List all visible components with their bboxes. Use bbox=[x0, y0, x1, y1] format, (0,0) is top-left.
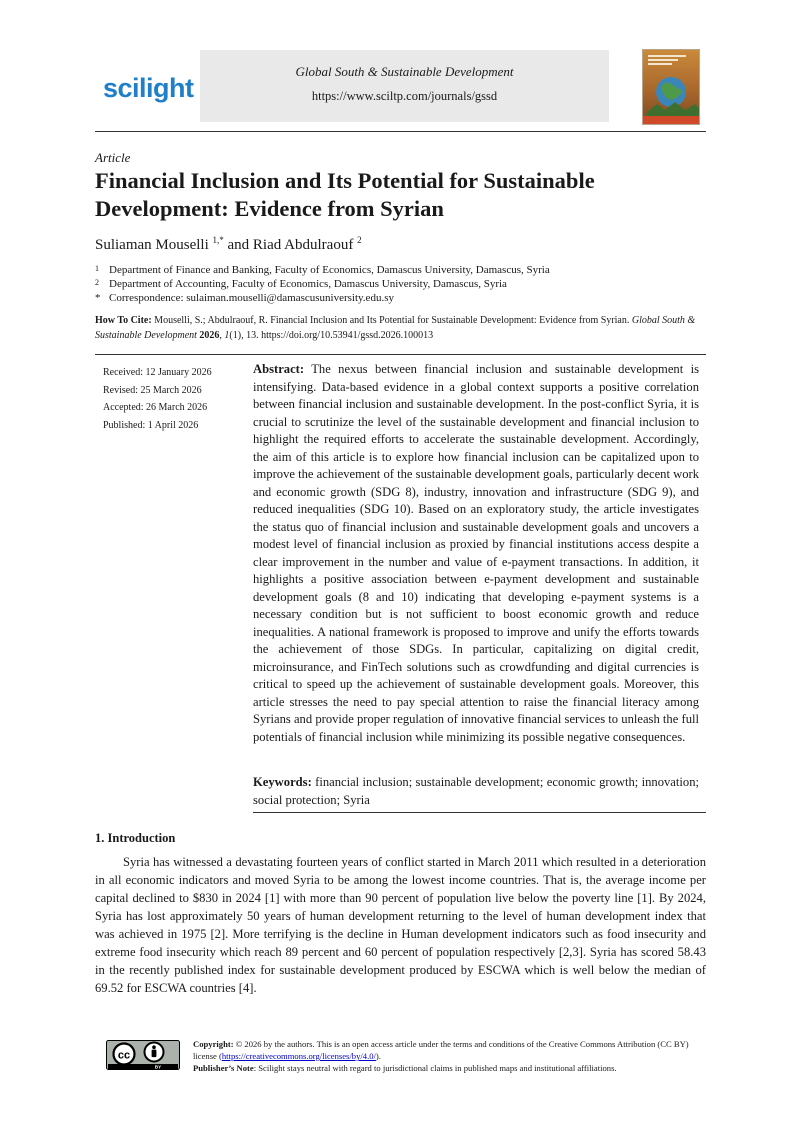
abstract-top-divider bbox=[95, 354, 706, 355]
cite-year: 2026 bbox=[199, 329, 220, 341]
article-title bbox=[95, 167, 705, 223]
cite-doi[interactable]: (1), 13. https://doi.org/10.53941/gssd.2026.100013 bbox=[229, 329, 434, 341]
correspondence-text[interactable]: Correspondence: sulaiman.mouselli@damascusuniversity.edu.sy bbox=[109, 292, 394, 304]
journal-header-box bbox=[200, 50, 609, 122]
abstract-bottom-divider bbox=[253, 812, 706, 813]
keywords-text: financial inclusion; sustainable development; economic growth; innovation; social protection; Syria bbox=[253, 775, 699, 807]
copyright-label: Copyright: bbox=[193, 1039, 234, 1049]
author-superscript: 1,* bbox=[212, 235, 224, 245]
affiliation-text: Department of Accounting, Faculty of Economics, Damascus University, Damascus, Syria bbox=[109, 278, 507, 290]
publisher-note-text: : Scilight stays neutral with regard to jurisdictional claims in published maps and institutional affiliations. bbox=[253, 1063, 617, 1073]
publisher-logo bbox=[103, 70, 194, 106]
journal-url[interactable]: https://www.sciltp.com/journals/gssd bbox=[311, 89, 498, 103]
author-conjunction: and bbox=[227, 237, 250, 253]
publication-dates bbox=[103, 364, 212, 434]
license-link[interactable]: https://creativecommons.org/licenses/by/4.0/ bbox=[221, 1051, 376, 1061]
author-list bbox=[95, 235, 362, 254]
header-divider bbox=[95, 131, 706, 132]
correspondence-mark: * bbox=[95, 292, 101, 304]
cite-journal: Global South & Sustainable Development bbox=[95, 315, 696, 341]
author-name[interactable]: Riad Abdulraouf bbox=[252, 237, 354, 253]
date-revised: Revised: 25 March 2026 bbox=[103, 384, 202, 396]
cc-by-label: BY bbox=[154, 1064, 162, 1070]
date-received: Received: 12 January 2026 bbox=[103, 367, 212, 378]
date-published: Published: 1 April 2026 bbox=[103, 419, 199, 431]
abstract-text: The nexus between financial inclusion and sustainable development is intensifying. Data-based evidence in a global context supports a positive correlation between financial inclusion and sustainable development. In the post-conflict Syria, it is crucial to scrutinize the level of the sustainable development and financial inclusion to highlight the required efforts to accelerate the sustainable development. Accordingly, the aim of this article is to explore how financial inclusion can be capitalized upon to improve the achievement of the sustainable development goals, particularly decent work and economic growth (SDG 8), industry, innovation and infrastructure (SDG 9), and reduced inequalities (SDG 10). Based on an exploratory study, the article investigates the status quo of financial inclusion and sustainable development goals and uncovers a modest level of financial inclusion as proxied by financial institutions access despite a clear improvement in the number and value of e-payment transactions. In addition, it highlights a positive association between e-payment development and sustainable development goals (8 and 10) indicating that developing e-payment systems is a necessary condition but is not sufficient to boost economic growth and reduce inequalities. A national framework is proposed to improve and unify the efforts towards the achievement of those SDGs. In particular, capitalizing on digital credit, microinsurance, and FinTech solutions such as crowdfunding and digital currencies is critical to speed up the achievement of sustainable development goals. Moreover, this article stresses the need to pay special attention to raise the financial literacy among Syrians and provide proper regulation of innovative financial services to unleash the full potentials of financial inclusion while minimizing its possible negative consequences. bbox=[253, 362, 699, 744]
keywords bbox=[253, 774, 699, 809]
affiliation-1 bbox=[95, 264, 550, 276]
author-name[interactable]: Suliaman Mouselli bbox=[95, 237, 209, 253]
svg-text:cc: cc bbox=[117, 1049, 131, 1062]
article-type: Article bbox=[95, 150, 131, 165]
keywords-label: Keywords: bbox=[253, 775, 312, 789]
introduction-paragraph: Syria has witnessed a devastating fourteen years of conflict started in March 2011 which resulted in a deterioration in all economic indicators and moved Syria to be among the lowest income countries. That is, the average income per capital declined to $830 in 2024 [1] with more than 90 percent of population live below the poverty line [1]. By 2024, Syria has lost approximately 50 years of human development returning to the level of human development index that was achieved in 1975 [2]. More terrifying is the decline in Human development indicators such as food insecurity and extreme food insecurity which reach 89 percent and 60 percent of population respectively [2,3]. Syria has scored 58.43 in the recently published index for sustainable development produced by ESCWA which is well below the median of 69.52 for ESCWA countries [4]. bbox=[95, 855, 706, 995]
copyright-notice bbox=[193, 1038, 708, 1074]
journal-name: Global South & Sustainable Development bbox=[295, 64, 514, 79]
affiliation-mark: 2 bbox=[95, 278, 99, 287]
cc-by-license-badge[interactable] bbox=[106, 1040, 180, 1070]
affiliation-2 bbox=[95, 278, 507, 290]
affiliation-text: Department of Finance and Banking, Faculty of Economics, Damascus University, Damascus, Syria bbox=[109, 264, 550, 276]
cite-label: How To Cite: bbox=[95, 315, 152, 326]
journal-cover-image bbox=[642, 49, 700, 125]
copyright-text: © 2026 by the authors. This is an open access article under the terms and conditions of the Creative Commons Attribution (CC BY) license ( bbox=[193, 1039, 689, 1061]
date-accepted: Accepted: 26 March 2026 bbox=[103, 402, 208, 413]
cc-by-icon bbox=[106, 1040, 180, 1070]
title-line-2: Development: Evidence from Syrian bbox=[95, 196, 444, 221]
cite-volume: 1 bbox=[224, 329, 230, 341]
cover-art-icon bbox=[643, 50, 699, 124]
correspondence bbox=[95, 292, 394, 304]
abstract bbox=[253, 361, 699, 746]
publisher-note-label: Publisher’s Note bbox=[193, 1063, 254, 1073]
section-heading: 1. Introduction bbox=[95, 831, 176, 845]
copyright-end: ). bbox=[375, 1051, 381, 1061]
logo-text: scilight bbox=[103, 72, 194, 103]
abstract-label: Abstract: bbox=[253, 362, 305, 376]
title-line-1: Financial Inclusion and Its Potential for Sustainable bbox=[95, 168, 595, 193]
how-to-cite: How To Cite: Mouselli, S.; Abdulraouf, R. Financial Inclusion and Its Potential for Sustainable Development: Evidence from Syrian. Global South & Sustainable Development 2026, 1(1), 13. https://doi.org/10.53941/gssd.2026.100013 bbox=[95, 315, 696, 341]
cite-text: Mouselli, S.; Abdulraouf, R. Financial Inclusion and Its Potential for Sustainable Development: Evidence from Syrian. bbox=[151, 315, 632, 326]
author-superscript: 2 bbox=[357, 235, 362, 245]
affiliation-mark: 1 bbox=[95, 264, 99, 273]
